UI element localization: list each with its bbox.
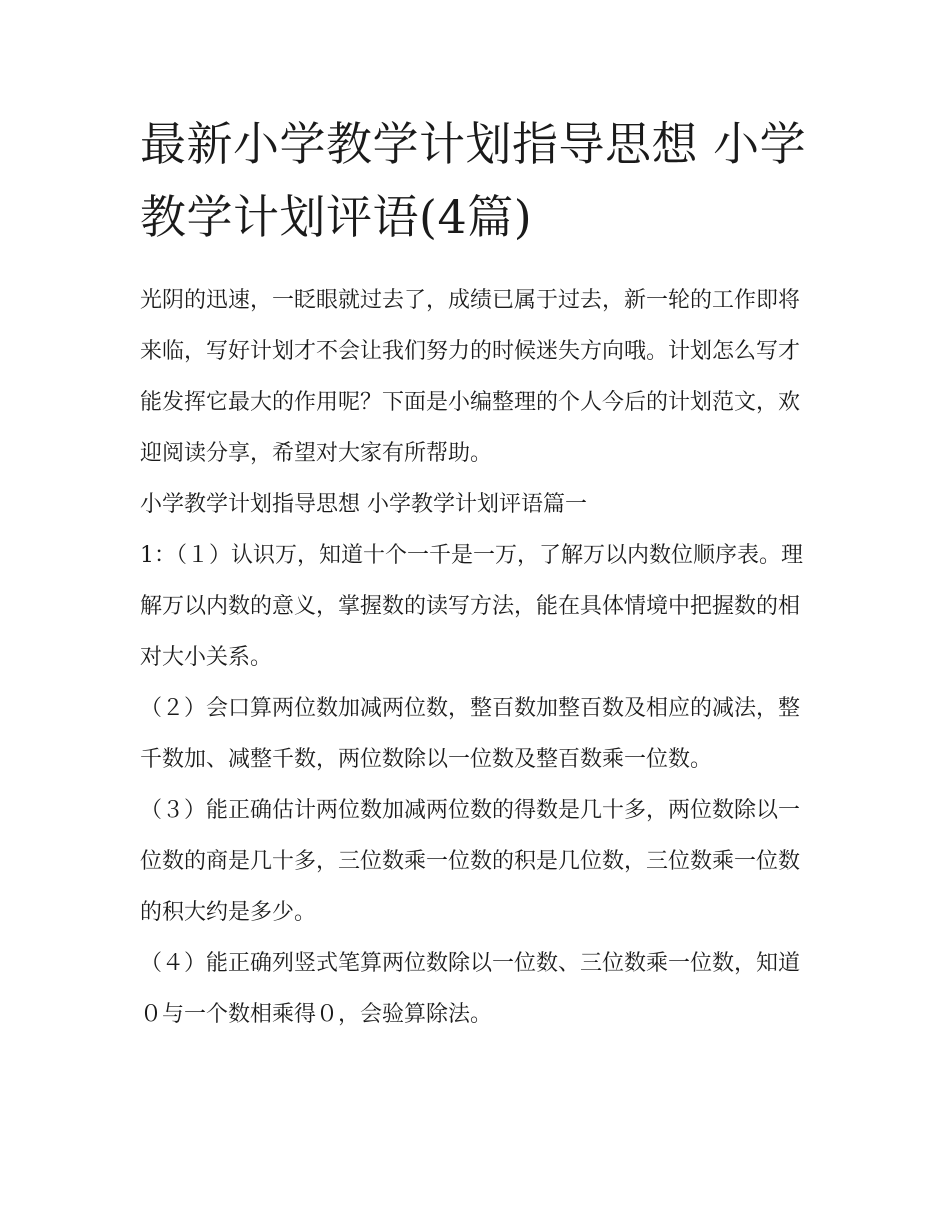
document-title: 最新小学教学计划指导思想 小学教学计划评语(4篇) (140, 117, 807, 244)
list-item-1: 1：（１）认识万，知道十个一千是一万，了解万以内数位顺序表。理解万以内数的意义，掌握数的读写方法，能在具体情境中把握数的相对大小关系。 (140, 543, 803, 670)
list-item-3: （３）能正确估计两位数加减两位数的得数是几十多，两位数除以一位数的商是几十多，三位数乘一位数的积是几位数，三位数乘一位数的积大约是多少。 (140, 798, 801, 925)
document-body (140, 275, 820, 1040)
list-item-4: （４）能正确列竖式笔算两位数除以一位数、三位数乘一位数，知道０与一个数相乘得０，会验算除法。 (140, 951, 801, 1027)
intro-paragraph: 光阴的迅速，一眨眼就过去了，成绩已属于过去，新一轮的工作即将来临，写好计划才不会让我们努力的时候迷失方向哦。计划怎么写才能发挥它最大的作用呢？下面是小编整理的个人今后的计划范文，欢迎阅读分享，希望对大家有所帮助。 (140, 288, 801, 466)
list-item-2: （２）会口算两位数加减两位数，整百数加整百数及相应的减法，整千数加、减整千数，两位数除以一位数及整百数乘一位数。 (140, 696, 801, 772)
section-heading: 小学教学计划指导思想 小学教学计划评语篇一 (140, 492, 587, 517)
